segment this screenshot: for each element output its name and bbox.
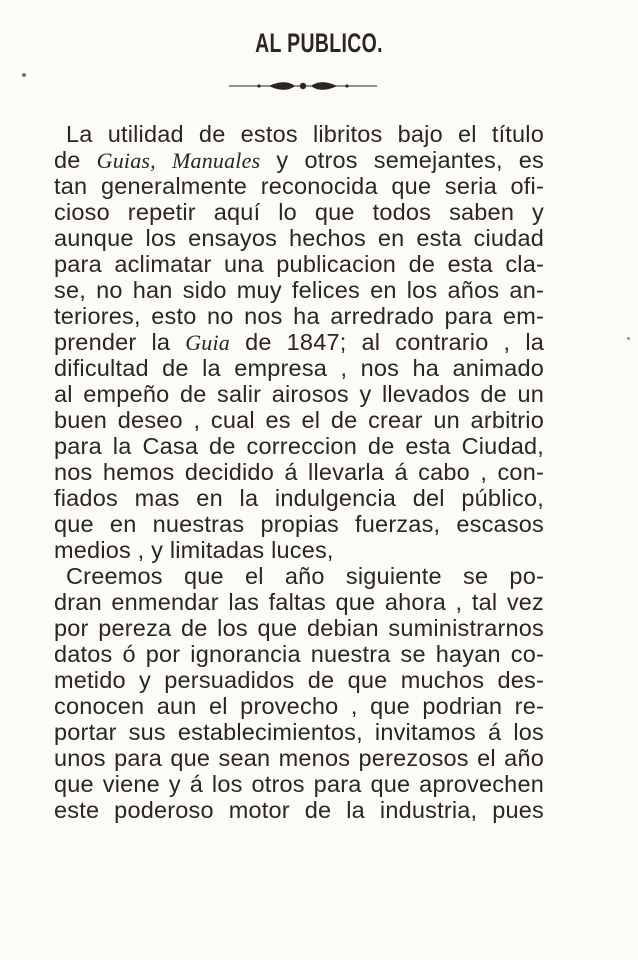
text-line: medios , y limitadas luces, xyxy=(54,537,334,563)
text-line: Creemos que el año siguiente se po- xyxy=(66,563,544,589)
text-line: al empeño de salir airosos y llevados de un xyxy=(54,381,544,407)
italic-word: Guia xyxy=(185,330,231,355)
text-line: que en nuestras propias fuerzas, escasos xyxy=(54,511,544,537)
text-line: por pereza de los que debian suministrarnos xyxy=(54,615,544,641)
text-line: cioso repetir aquí lo que todos saben y xyxy=(54,199,544,225)
text-line: que viene y á los otros para que aprovechen xyxy=(54,771,544,797)
text-line: se, no han sido muy felices en los años an- xyxy=(54,277,544,303)
text-line: dificultad de la empresa , nos ha animado xyxy=(54,355,544,381)
text-line: conocen aun el provecho , que podrian re- xyxy=(54,693,544,719)
text-line: datos ó por ignorancia nuestra se hayan co- xyxy=(54,641,544,667)
text-line: nos hemos decidido á llevarla á cabo , con- xyxy=(54,459,544,485)
text-line: este poderoso motor de la industria, pues xyxy=(54,797,544,823)
paper-speck xyxy=(627,337,630,340)
paper-speck xyxy=(22,73,26,77)
text-line: aunque los ensayos hechos en esta ciudad xyxy=(54,225,544,251)
ornament-divider xyxy=(229,78,377,94)
text-line: metido y persuadidos de que muchos des- xyxy=(54,667,544,693)
text-line: unos para que sean menos perezosos el año xyxy=(54,745,544,771)
italic-word: Manuales xyxy=(171,148,261,173)
text-line: La utilidad de estos libritos bajo el título xyxy=(66,121,544,147)
text-line: prender la Guia de 1847; al contrario , la xyxy=(54,329,545,355)
text-line: buen deseo , cual es el de crear un arbitrio xyxy=(54,407,544,433)
page-title: AL PUBLICO. xyxy=(255,28,383,58)
text-line: dran enmendar las faltas que ahora , tal vez xyxy=(54,589,544,615)
text-line: fiados mas en la indulgencia del público, xyxy=(54,485,544,511)
text-line: de Guias, Manuales y otros semejantes, es xyxy=(54,147,544,173)
text-line: portar sus establecimientos, invitamos á los xyxy=(54,719,544,745)
text-line: para aclimatar una publicacion de esta cla- xyxy=(54,251,544,277)
text-line: teriores, esto no nos ha arredrado para em- xyxy=(54,303,544,329)
text-line: tan generalmente reconocida que seria ofi- xyxy=(54,173,544,199)
text-line: para la Casa de correccion de esta Ciudad, xyxy=(54,433,544,459)
italic-word: Guias, xyxy=(96,148,156,173)
